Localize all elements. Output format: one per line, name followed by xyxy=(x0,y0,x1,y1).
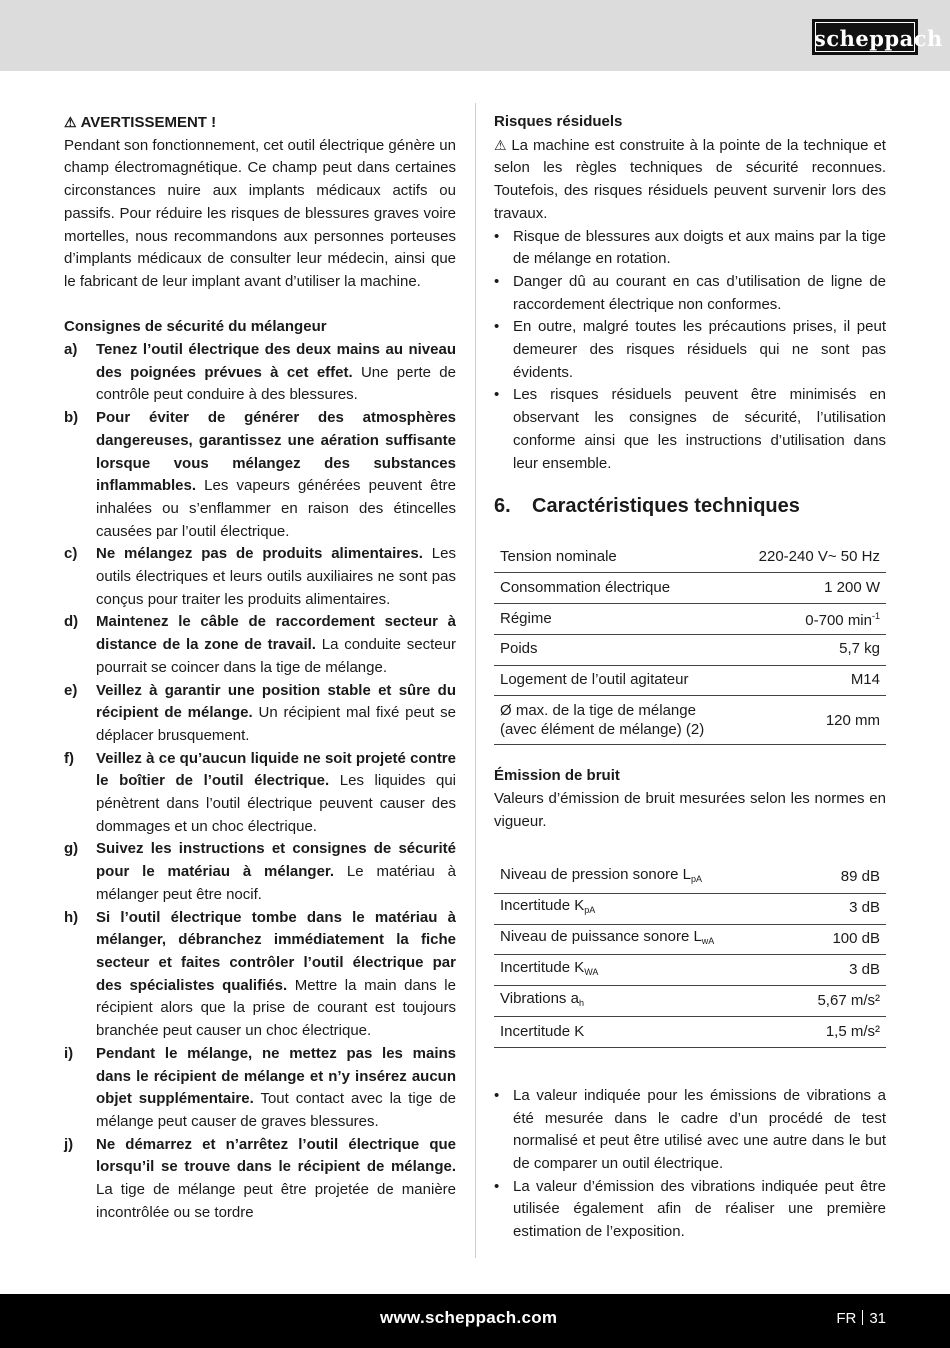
noise-value: 100 dB xyxy=(789,924,886,955)
noise-label: Niveau de puissance sonore $L_{wA}$ xyxy=(494,924,789,955)
item-label: a) xyxy=(64,341,78,359)
item-label: g) xyxy=(64,840,79,858)
item-text: Suivez les instructions et consignes de sécurité pour le matériau à mélanger. Le matériau à mélanger peut être nocif. xyxy=(96,840,456,903)
residual-risks-title: Risques résiduels xyxy=(494,113,623,130)
bullet-icon: • xyxy=(494,386,500,404)
vibration-notes-list xyxy=(494,1085,886,1244)
noise-value: 5,67 m/s² xyxy=(789,986,886,1017)
item-text: Tenez l’outil électrique des deux mains au niveau des poignées prévues à cet effet. Une perte de contrôle peut conduire à des blessures. xyxy=(96,341,456,404)
item-text: Veillez à garantir une position stable et sûre du récipient de mélange. Un récipient mal fixé peut se déplacer brusquement. xyxy=(96,681,456,744)
list-item: • La valeur indiquée pour les émissions de vibrations a été mesurée dans le cadre d’un procédé de test normalisé et peut être utilisé avec une autre dans le but de comparer un outil électrique. xyxy=(494,1085,886,1176)
item-text: Ne mélangez pas de produits alimentaires. Les outils électriques et leurs outils auxiliaires ne sont pas conçus pour traiter les produits alimentaires. xyxy=(96,545,456,608)
table-row xyxy=(494,955,886,986)
bullet-icon: • xyxy=(494,227,500,245)
warning-triangle-icon: ⚠ xyxy=(494,136,508,153)
warning-triangle-icon: ⚠ xyxy=(64,114,77,130)
list-item: • La valeur d’émission des vibrations indiquée peut être utilisée également afin de réaliser une première estimation de l’exposition. xyxy=(494,1176,886,1244)
item-label: j) xyxy=(64,1135,74,1153)
spec-label: Logement de l’outil agitateur xyxy=(494,665,736,696)
bullet-icon: • xyxy=(494,1086,500,1104)
item-text: Ne démarrez et n’arrêtez l’outil électrique que lorsqu’il se trouve dans le récipient de mélange. La tige de mélange peut être projetée de manière incontrôlée ou se tordre xyxy=(96,1135,456,1221)
spec-label: Poids xyxy=(494,634,736,665)
column-divider xyxy=(475,103,476,1258)
table-row xyxy=(494,665,886,696)
bullet-icon: • xyxy=(494,272,500,290)
spec-value: 220-240 V~ 50 Hz xyxy=(736,542,886,573)
list-item xyxy=(64,1043,456,1134)
page-indicator: FR 31 xyxy=(836,1310,886,1327)
website-link[interactable]: www.scheppach.com xyxy=(380,1308,558,1327)
noise-label: Incertitude $K_{WA}$ xyxy=(494,955,789,986)
header-bar xyxy=(0,0,950,71)
list-item xyxy=(64,907,456,1043)
left-column xyxy=(64,111,456,1224)
noise-label: Vibrations $a_h$ xyxy=(494,986,789,1017)
spec-label: Tension nominale xyxy=(494,542,736,573)
spec-label: Ø max. de la tige de mélange (avec élément de mélange) (2) xyxy=(494,696,736,745)
spec-label: Régime xyxy=(494,604,736,635)
noise-table xyxy=(494,863,886,1048)
list-item xyxy=(64,838,456,906)
noise-label: Incertitude $K_{pA}$ xyxy=(494,893,789,924)
list-item: • En outre, malgré toutes les précautions prises, il peut demeurer des risques résiduels qui ne sont pas évidents. xyxy=(494,316,886,384)
safety-instructions-list xyxy=(64,339,456,1224)
noise-label: Incertitude K xyxy=(494,1017,789,1048)
residual-risks-list xyxy=(494,226,886,476)
table-row xyxy=(494,634,886,665)
spec-value: 0-700 $\min^{-1}$ xyxy=(736,604,886,635)
spec-value: M14 xyxy=(736,665,886,696)
section-number: 6. xyxy=(494,495,511,518)
noise-emission-text: Valeurs d’émission de bruit mesurées selon les normes en vigueur. xyxy=(494,790,886,830)
item-text: Pendant le mélange, ne mettez pas les mains dans le récipient de mélange et n’y insérez aucun objet supplémentaire. Tout contact avec la tige de mélange peut causer de graves blessures. xyxy=(96,1044,456,1130)
item-label: c) xyxy=(64,545,78,563)
spec-value: 1 200 W xyxy=(736,573,886,604)
item-label: e) xyxy=(64,681,78,699)
section-title: Caractéristiques techniques xyxy=(532,495,800,518)
list-item: • Risque de blessures aux doigts et aux mains par la tige de mélange en rotation. xyxy=(494,226,886,271)
table-row xyxy=(494,986,886,1017)
item-label: b) xyxy=(64,409,79,427)
list-item xyxy=(64,611,456,679)
list-item: • Les risques résiduels peuvent être minimisés en observant les consignes de sécurité, l’utilisation conforme ainsi que les instructions d’utilisation dans leur ensemble. xyxy=(494,384,886,475)
list-item xyxy=(64,680,456,748)
noise-value: 3 dB xyxy=(789,893,886,924)
list-item xyxy=(64,339,456,407)
item-text: Maintenez le câble de raccordement secteur à distance de la zone de travail. La conduite secteur pourrait se coincer dans la tige de mélange. xyxy=(96,613,456,676)
warning-text: Pendant son fonctionnement, cet outil électrique génère un champ électromagnétique. Ce champ peut dans certaines circonstances nuire aux implants médicaux actifs ou passifs. Pour réduire les risques de blessures graves voire mortelles, nous recommandons aux personnes porteuses d’implants médicaux de consulter leur médecin, ainsi que le fabricant de leur implant avant d’utiliser la machine. xyxy=(64,136,456,290)
residual-risks-text: ⚠ La machine est construite à la pointe de la technique et selon les règles techniques de sécurité reconnues. Toutefois, des risques résiduels peuvent survenir lors des travaux. xyxy=(494,136,886,222)
section-heading xyxy=(494,495,886,518)
noise-value: 3 dB xyxy=(789,955,886,986)
table-row xyxy=(494,1017,886,1048)
bullet-icon: • xyxy=(494,1177,500,1195)
technical-specs-table xyxy=(494,542,886,745)
spec-value: 5,7 kg xyxy=(736,634,886,665)
list-item xyxy=(64,407,456,543)
item-label: f) xyxy=(64,749,74,767)
mixer-safety-title: Consignes de sécurité du mélangeur xyxy=(64,318,327,336)
table-row xyxy=(494,863,886,894)
item-text: Pour éviter de générer des atmosphères dangereuses, garantissez une aération suffisante lorsque vous mélangez des substances inflammables. Les vapeurs générées peuvent être inhalées ou s’enflammer en raison des étincelles causées par l’outil électrique. xyxy=(96,409,456,540)
spec-label: Consommation électrique xyxy=(494,573,736,604)
noise-value: 89 dB xyxy=(789,863,886,894)
noise-value: 1,5 m/s² xyxy=(789,1017,886,1048)
table-row xyxy=(494,893,886,924)
table-row xyxy=(494,573,886,604)
bullet-icon: • xyxy=(494,318,500,336)
footer-bar xyxy=(0,1294,950,1348)
item-label: d) xyxy=(64,613,79,631)
right-column xyxy=(494,111,886,1244)
list-item xyxy=(64,1134,456,1225)
list-item xyxy=(64,543,456,611)
item-text: Veillez à ce qu’aucun liquide ne soit projeté contre le boîtier de l’outil électrique. Les liquides qui pénètrent dans l’outil électrique peuvent causer des dommages et un choc électrique. xyxy=(96,749,456,835)
noise-emission-title: Émission de bruit xyxy=(494,767,620,785)
spec-value: 120 mm xyxy=(736,696,886,745)
item-label: h) xyxy=(64,908,79,926)
item-label: i) xyxy=(64,1044,74,1062)
warning-heading: ⚠ AVERTISSEMENT ! xyxy=(64,114,217,131)
brand-logo: scheppach xyxy=(812,19,918,55)
table-row xyxy=(494,542,886,573)
table-row xyxy=(494,604,886,635)
table-row xyxy=(494,696,886,745)
list-item xyxy=(64,748,456,839)
item-text: Si l’outil électrique tombe dans le matériau à mélanger, débranchez immédiatement la fiche secteur et faites contrôler l’outil électrique par des spécialistes qualifiés. Mettre la main dans le récipient alors que la prise de courant est toujours branchée peut causer un choc électrique. xyxy=(96,908,456,1040)
noise-label: Niveau de pression sonore $L_{pA}$ xyxy=(494,863,789,894)
list-item: • Danger dû au courant en cas d’utilisation de ligne de raccordement électrique non conformes. xyxy=(494,271,886,316)
table-row xyxy=(494,924,886,955)
